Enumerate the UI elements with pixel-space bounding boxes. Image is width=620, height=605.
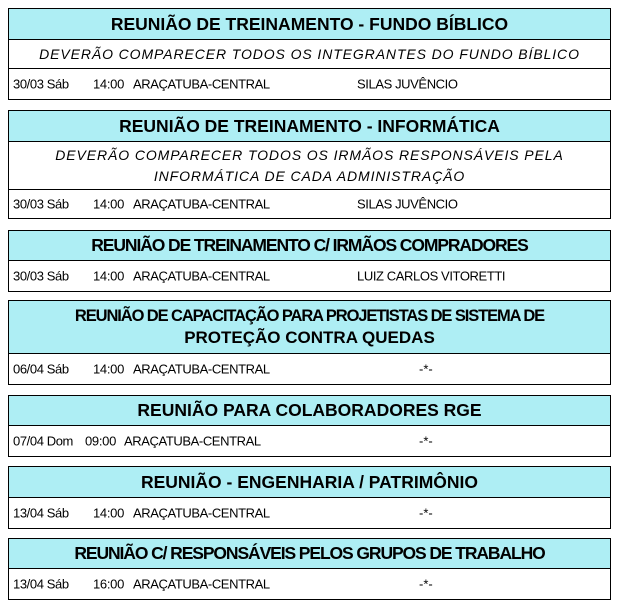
meeting-responsible: -*-	[419, 433, 433, 449]
meeting-date: 06/04 Sáb	[13, 361, 69, 377]
meeting-time: 14:00	[93, 76, 125, 92]
meeting-title	[9, 231, 610, 261]
meeting-title-text: REUNIÃO C/ RESPONSÁVEIS PELOS GRUPOS DE TRABALHO	[74, 543, 545, 563]
meeting-location: ARAÇATUBA-CENTRAL	[133, 505, 270, 521]
meeting-date: 30/03 Sáb	[13, 76, 69, 92]
meeting-location: ARAÇATUBA-CENTRAL	[133, 76, 270, 92]
meeting-block-engenharia	[8, 466, 611, 529]
meeting-title	[9, 467, 610, 498]
meeting-block-capacitacao	[8, 300, 611, 385]
meeting-schedule-row	[9, 498, 610, 528]
meeting-title	[9, 111, 610, 142]
meeting-date: 07/04 Dom	[13, 433, 73, 449]
meeting-title-text: REUNIÃO DE TREINAMENTO - INFORMÁTICA	[119, 115, 500, 136]
meeting-block-compradores	[8, 230, 611, 292]
meeting-title	[9, 301, 610, 354]
meeting-title-text: REUNIÃO DE TREINAMENTO - FUNDO BÍBLICO	[110, 13, 509, 34]
meeting-block-rge	[8, 395, 611, 457]
meeting-schedule-row	[9, 426, 610, 456]
meeting-responsible: -*-	[419, 576, 433, 592]
meeting-location: ARAÇATUBA-CENTRAL	[133, 576, 270, 592]
meeting-title	[9, 539, 610, 569]
meeting-title-text: REUNIÃO - ENGENHARIA / PATRIMÔNIO	[140, 471, 479, 492]
meeting-location: ARAÇATUBA-CENTRAL	[124, 433, 261, 449]
meeting-location: ARAÇATUBA-CENTRAL	[133, 196, 270, 212]
meeting-block-fundo-biblico	[8, 8, 611, 100]
meeting-title-text: REUNIÃO DE TREINAMENTO C/ IRMÃOS COMPRADORES	[91, 235, 528, 255]
meeting-date: 13/04 Sáb	[13, 505, 69, 521]
meeting-responsible: SILAS JUVÊNCIO	[357, 76, 458, 92]
meeting-note	[9, 142, 610, 190]
meeting-schedule-row	[9, 354, 610, 384]
meeting-time: 16:00	[93, 576, 125, 592]
meeting-responsible: LUIZ CARLOS VITORETTI	[357, 268, 506, 284]
meeting-time: 14:00	[93, 361, 125, 377]
meeting-title	[9, 396, 610, 426]
meeting-schedule-row	[9, 190, 610, 218]
meeting-date: 30/03 Sáb	[13, 268, 69, 284]
meeting-time: 14:00	[93, 505, 125, 521]
meeting-location: ARAÇATUBA-CENTRAL	[133, 361, 270, 377]
meeting-title	[9, 9, 610, 40]
meeting-block-grupos-trabalho	[8, 538, 611, 600]
meeting-note-line: DEVERÃO COMPARECER TODOS OS IRMÃOS RESPONSÁVEIS PELA	[55, 146, 564, 163]
meeting-responsible: -*-	[419, 505, 433, 521]
meeting-block-informatica	[8, 110, 611, 219]
meeting-note-line: INFORMÁTICA DE CADA ADMINISTRAÇÃO	[153, 167, 466, 184]
meeting-title-line: REUNIÃO DE CAPACITAÇÃO PARA PROJETISTAS DE SISTEMA DE	[74, 307, 545, 325]
meeting-time: 09:00	[85, 433, 117, 449]
meeting-note-line: DEVERÃO COMPARECER TODOS OS INTEGRANTES DO FUNDO BÍBLICO	[39, 45, 580, 62]
meeting-note	[9, 40, 610, 69]
meeting-schedule-row	[9, 69, 610, 99]
meeting-time: 14:00	[93, 196, 125, 212]
meeting-date: 13/04 Sáb	[13, 576, 69, 592]
meeting-title-line: PROTEÇÃO CONTRA QUEDAS	[184, 328, 435, 347]
meeting-date: 30/03 Sáb	[13, 196, 69, 212]
meeting-schedule-row	[9, 261, 610, 291]
meeting-responsible: -*-	[419, 361, 433, 377]
meeting-location: ARAÇATUBA-CENTRAL	[133, 268, 270, 284]
meeting-title-text: REUNIÃO PARA COLABORADORES RGE	[137, 400, 482, 420]
meeting-time: 14:00	[93, 268, 125, 284]
meeting-schedule-row	[9, 569, 610, 599]
meeting-responsible: SILAS JUVÊNCIO	[357, 196, 458, 212]
